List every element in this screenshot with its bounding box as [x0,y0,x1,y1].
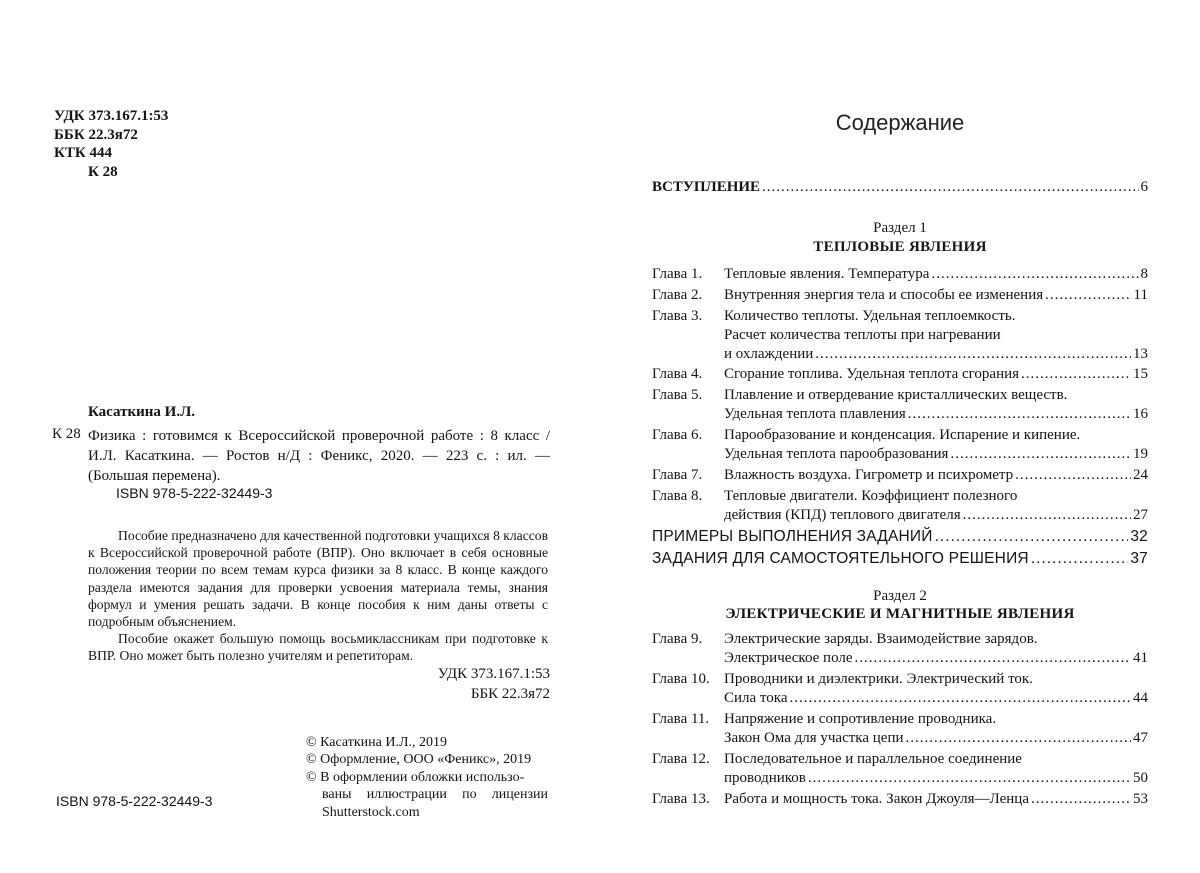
toc-chapter-3 [652,307,1148,364]
chapter-title-line: Удельная теплота плавления [724,406,906,422]
bibliographic-description: Физика : готовимся к Всероссийской проверочной работе : 8 класс / И.Л. Касаткина. — Ростов н/Д : Феникс, 2020. — 223 с. : ил. — (Большая перемена). [88,428,550,484]
bbk-code: ББК 22.3я72 [54,126,138,143]
toc-entry-intro [652,178,1148,197]
toc-entry-page: 37 [1130,550,1148,567]
toc-entry-label: ЗАДАНИЯ ДЛЯ САМОСТОЯТЕЛЬНОГО РЕШЕНИЯ [652,550,1029,567]
toc-entry-page: 32 [1130,528,1148,545]
chapter-label: Глава 10. [652,671,710,687]
copyright-design: © Оформление, ООО «Феникс», 2019 [306,752,532,768]
toc-chapter-2 [652,286,1148,305]
toc-chapter-12 [652,750,1148,788]
section-title: ЭЛЕКТРИЧЕСКИЕ И МАГНИТНЫЕ ЯВЛЕНИЯ [725,606,1075,622]
chapter-title-line: Электрические заряды. Взаимодействие зарядов. [724,631,1038,647]
chapter-title: Работа и мощность тока. Закон Джоуля—Ленца [724,791,1029,807]
chapter-title-line: Тепловые двигатели. Коэффициент полезного [724,488,1018,504]
chapter-page: 47 [1133,730,1148,746]
annotation-paragraph: Пособие предназначено для качественной подготовки учащихся 8 классов к Всероссийской проверочной работе (ВПР). Оно включает в себя основные положения теории по всем темам курса физики за 8 класс. В конце каждого раздела имеются задания для проверки усвоения материала темы, знания формул и умения решать задачи. В конце пособия к ним даны ответы с подробным объяснением. [88,528,548,630]
chapter-title-line: проводников [724,770,806,786]
chapter-title-line: Удельная теплота парообразования [724,446,949,462]
chapter-title-line: Последовательное и параллельное соединение [724,751,1022,767]
dot-leader [1045,286,1131,305]
toc-chapter-4 [652,365,1148,384]
chapter-title-line: Парообразование и конденсация. Испарение и кипение. [724,427,1081,443]
toc-entry-page: 6 [1140,179,1148,195]
toc-chapter-11 [652,710,1148,748]
chapter-title-line: Электрическое поле [724,650,853,666]
chapter-label: Глава 4. [652,366,703,382]
section-title: ТЕПЛОВЫЕ ЯВЛЕНИЯ [813,239,987,255]
chapter-title-line: Расчет количества теплоты при нагревании [724,327,1001,343]
author-mark: К 28 [52,426,81,442]
udk-code-bottom: УДК 373.167.1:53 [437,666,550,682]
chapter-title-line: Количество теплоты. Удельная теплоемкость. [724,308,1016,324]
toc-chapter-8 [652,487,1148,525]
author-name: Касаткина И.Л. [88,404,196,420]
toc-entry-label: ВСТУПЛЕНИЕ [652,179,761,195]
copyright-author: © Касаткина И.Л., 2019 [306,735,447,750]
copyright-cover-cont: ваны иллюстрации по лицензии [322,787,548,803]
chapter-label: Глава 7. [652,467,703,483]
chapter-title-line: и охлаждении [724,346,814,362]
toc-title: Содержание [835,110,965,135]
author-mark-code: К 28 [88,163,118,180]
chapter-page: 8 [1140,266,1148,282]
toc-chapter-1 [652,265,1148,284]
chapter-title: Сгорание топлива. Удельная теплота сгорания [724,366,1020,382]
section-number: Раздел 2 [873,588,927,604]
chapter-title: Тепловые явления. Температура [724,266,930,282]
chapter-title-line: Плавление и отвердевание кристаллических веществ. [724,387,1068,403]
chapter-label: Глава 5. [652,387,703,403]
chapter-page: 53 [1133,791,1148,807]
copyright-block [306,734,551,821]
toc-chapter-6 [652,426,1148,464]
annotation-paragraph: Пособие окажет большую помощь восьмиклассникам при подготовке к ВПР. Оно может быть полезно учителям и репетиторам. [88,631,548,664]
toc-entry-examples [652,527,1148,546]
chapter-page: 15 [1133,366,1148,382]
chapter-page: 13 [1133,346,1148,362]
dot-leader [1031,790,1131,809]
ktk-code: КТК 444 [54,145,113,161]
bbk-code-bottom: ББК 22.3я72 [470,686,550,702]
toc-entry-tasks [652,549,1148,568]
chapter-title-line: Закон Ома для участка цепи [724,730,904,746]
bottom-codes [350,664,550,704]
chapter-title-line: Сила тока [724,690,788,706]
chapter-page: 11 [1133,287,1148,303]
chapter-label: Глава 8. [652,488,703,504]
toc-chapter-10 [652,670,1148,708]
dot-leader [1021,365,1131,384]
chapter-title: Внутренняя энергия тела и способы ее изменения [724,287,1044,303]
chapter-label: Глава 2. [652,287,703,303]
chapter-label: Глава 11. [652,711,710,727]
classification-codes [54,107,168,181]
chapter-page: 50 [1133,770,1148,786]
dot-leader [1031,549,1129,568]
toc-chapter-13 [652,790,1148,809]
section-number: Раздел 1 [873,220,927,236]
dot-leader [790,689,1131,708]
copyright-cover-source: Shutterstock.com [322,804,420,820]
dot-leader [808,769,1131,788]
chapter-page: 41 [1133,650,1148,666]
isbn-top: ISBN 978-5-222-32449-3 [116,485,273,501]
toc-entry-label: ПРИМЕРЫ ВЫПОЛНЕНИЯ ЗАДАНИЙ [652,528,933,545]
dot-leader [815,345,1131,364]
chapter-label: Глава 6. [652,427,703,443]
chapter-label: Глава 1. [652,266,703,282]
copyright-cover: © В оформлении обложки использо- [306,769,525,785]
chapter-label: Глава 3. [652,308,703,324]
chapter-page: 24 [1133,467,1148,483]
chapter-label: Глава 12. [652,751,710,767]
chapter-label: Глава 9. [652,631,703,647]
dot-leader [908,405,1131,424]
toc-chapter-7 [652,466,1148,485]
chapter-label: Глава 13. [652,791,710,807]
chapter-title-line: Напряжение и сопротивление проводника. [724,711,997,727]
dot-leader [950,445,1131,464]
dot-leader [1015,466,1131,485]
chapter-page: 19 [1133,446,1148,462]
dot-leader [855,649,1131,668]
chapter-page: 44 [1133,690,1148,706]
annotation [88,527,548,665]
udk-code: УДК 373.167.1:53 [54,108,169,124]
toc-chapter-5 [652,386,1148,424]
dot-leader [906,729,1132,748]
dot-leader [963,506,1131,525]
dot-leader [931,265,1138,284]
chapter-title: Влажность воздуха. Гигрометр и психрометр [724,467,1014,483]
chapter-title-line: действия (КПД) теплового двигателя [724,507,961,523]
chapter-page: 16 [1133,406,1148,422]
isbn-bottom: ISBN 978-5-222-32449-3 [56,793,213,809]
chapter-title-line: Проводники и диэлектрики. Электрический ток. [724,671,1033,687]
dot-leader [935,527,1129,546]
dot-leader [762,178,1138,197]
chapter-page: 27 [1133,507,1148,523]
toc-chapter-9 [652,630,1148,668]
